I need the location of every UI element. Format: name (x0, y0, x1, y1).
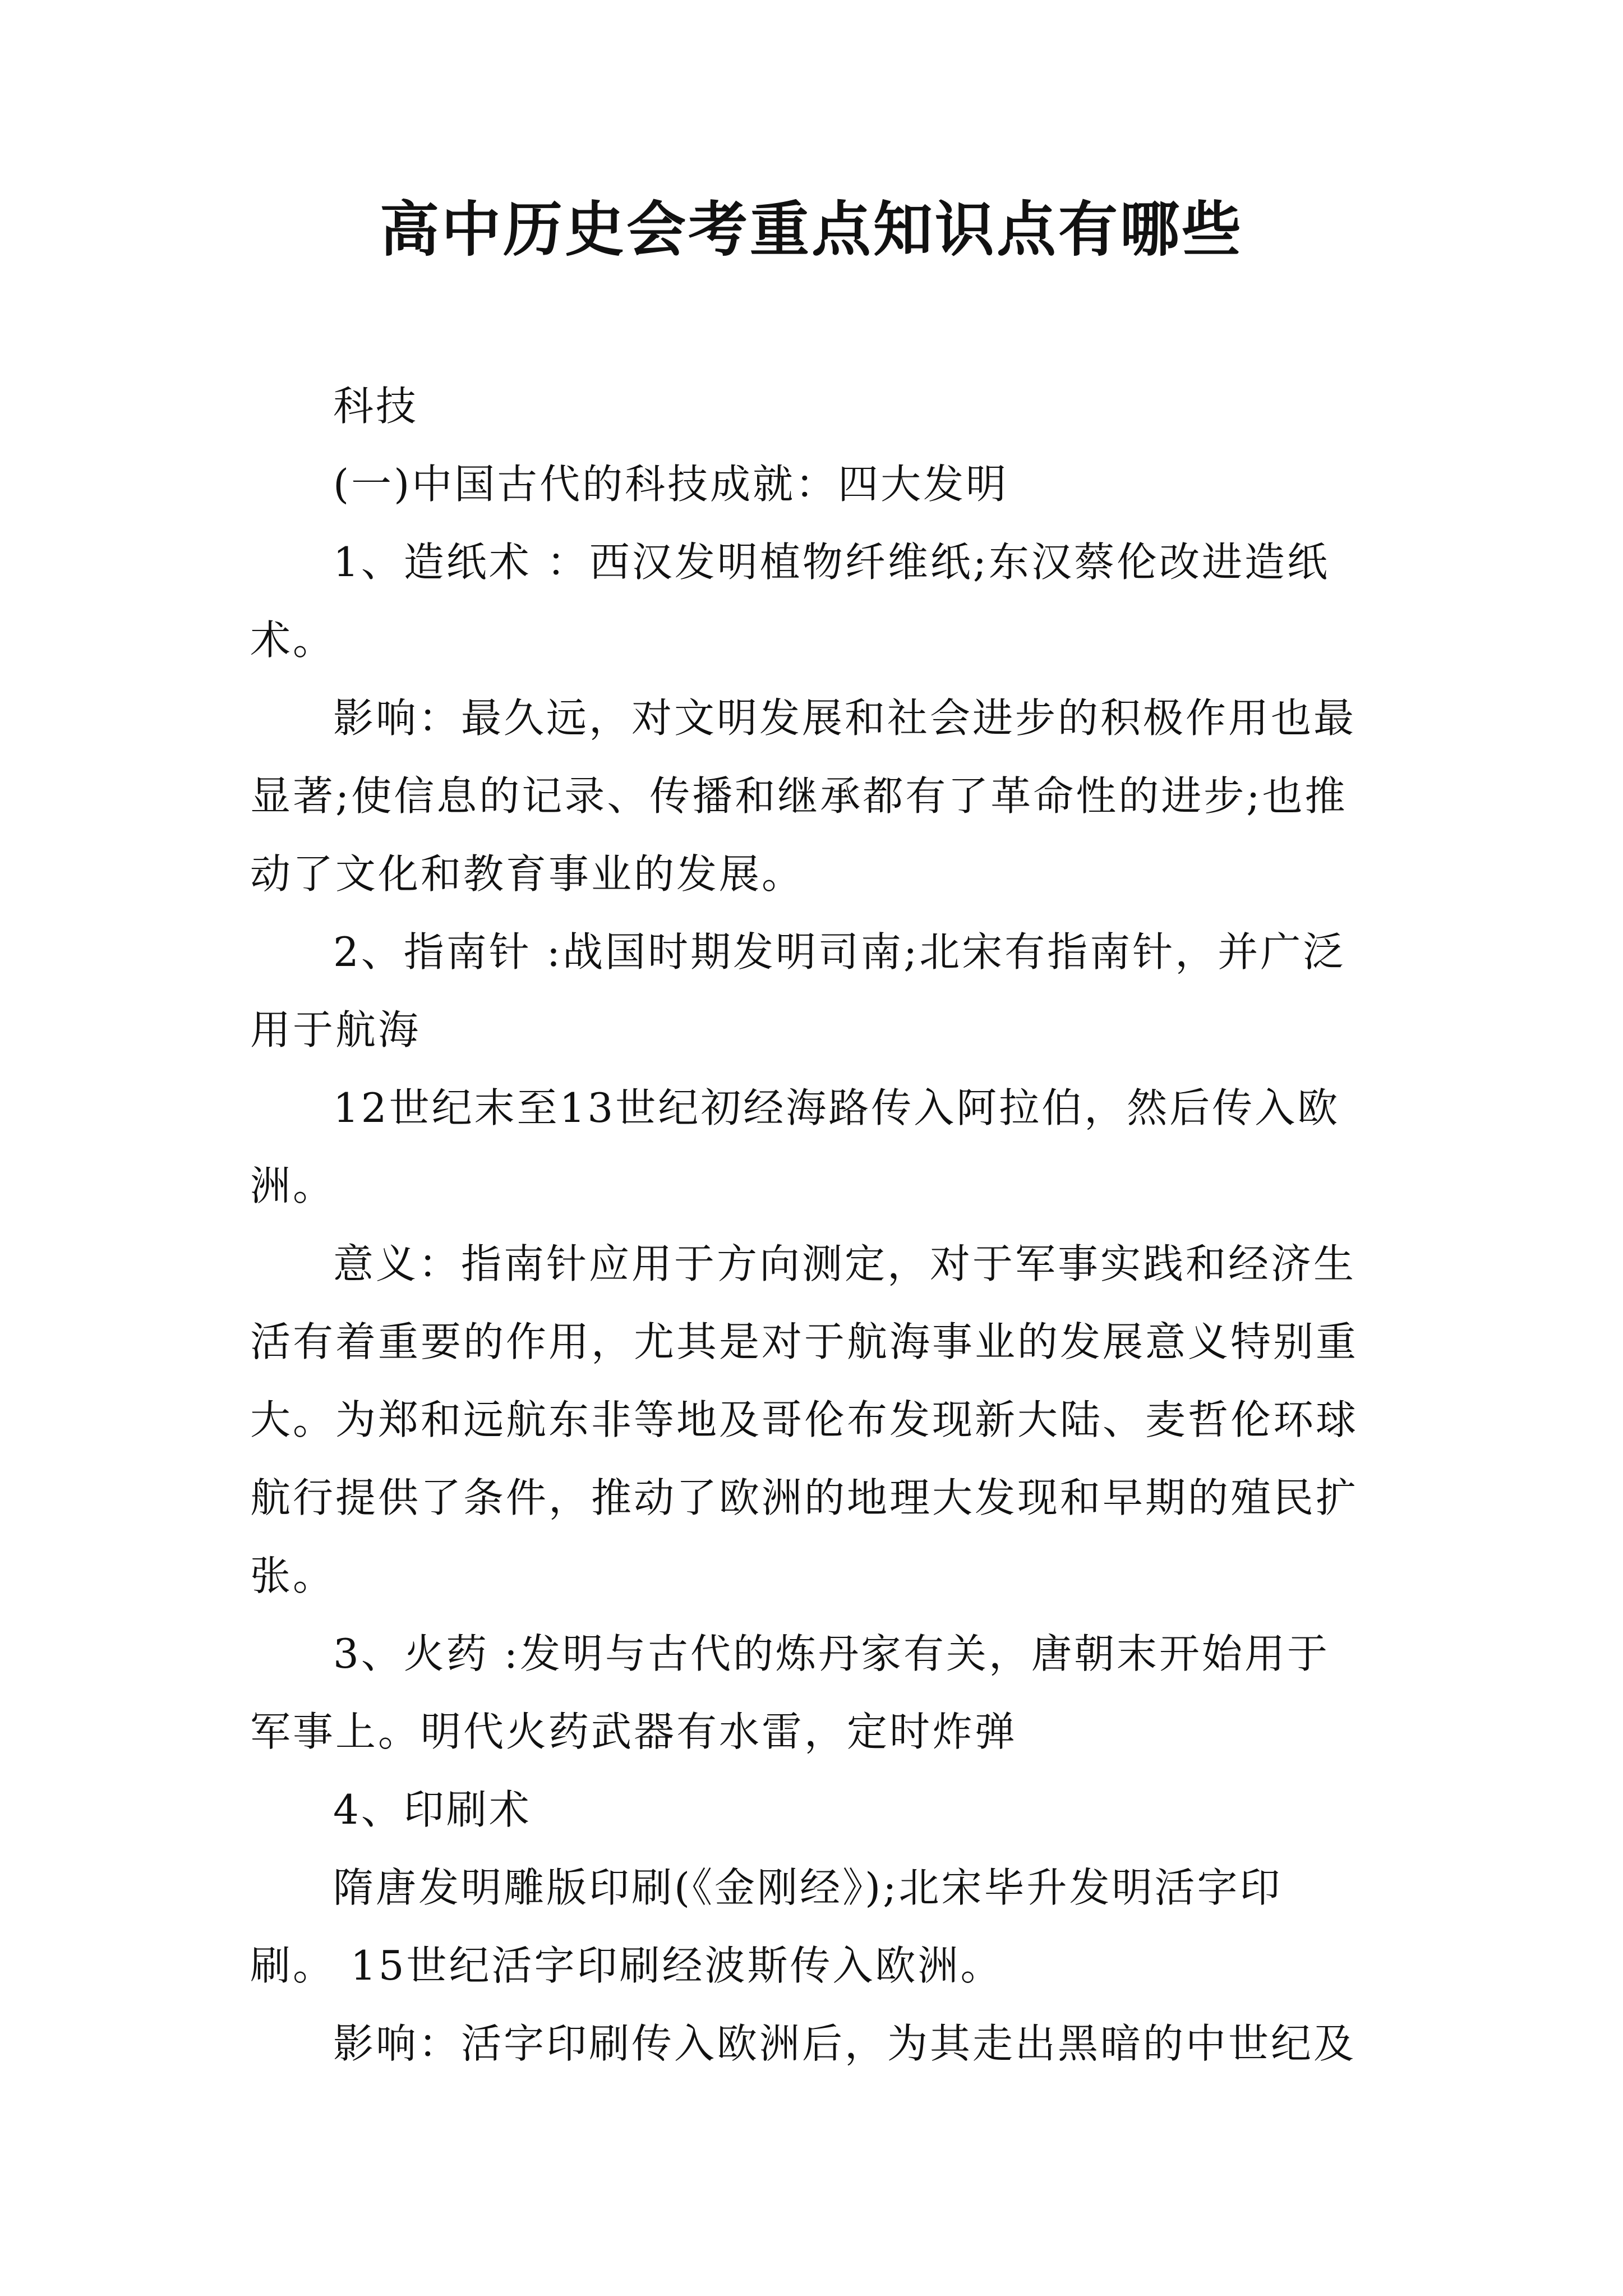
paragraph-line: 显著;使信息的记录、传播和继承都有了革命性的进步;也推 (250, 772, 1348, 820)
paragraph (250, 913, 1394, 1069)
paragraph (250, 1771, 1394, 1849)
paragraph (250, 523, 1394, 679)
paragraph-line: 用于航海 (250, 1006, 421, 1053)
paragraph-line: 意义：指南针应用于方向测定，对于军事实践和经济生 (333, 1240, 1357, 1287)
paragraph-line: 2、指南针 :战国时期发明司南;北宋有指南针，并广泛 (333, 928, 1346, 976)
paragraph-line: 术。 (250, 616, 336, 664)
paragraph (250, 1615, 1394, 1771)
paragraph-line: 隋唐发明雕版印刷(《金刚经》);北宋毕升发明活字印 (333, 1864, 1283, 1911)
paragraph (250, 1069, 1394, 1225)
paragraph (250, 679, 1394, 913)
paragraph-line: 影响：最久远，对文明发展和社会进步的积极作用也最 (333, 694, 1357, 742)
paragraph-line: 洲。 (250, 1162, 336, 1209)
paragraph-line: 刷。 15世纪活字印刷经波斯传入欧洲。 (250, 1942, 1003, 1989)
paragraph-line: 军事上。明代火药武器有水雷，定时炸弹 (250, 1708, 1018, 1755)
paragraph-line: (一)中国古代的科技成就：四大发明 (333, 461, 1009, 508)
paragraph-line: 大。为郑和远航东非等地及哥伦布发现新大陆、麦哲伦环球 (250, 1396, 1359, 1443)
paragraph (250, 445, 1394, 523)
paragraph-line: 张。 (250, 1552, 336, 1599)
paragraph-line: 航行提供了条件，推动了欧洲的地理大发现和早期的殖民扩 (250, 1474, 1359, 1521)
paragraph (250, 2005, 1394, 2083)
paragraph-line: 影响：活字印刷传入欧洲后，为其走出黑暗的中世纪及 (333, 2020, 1357, 2067)
paragraph-line: 4、印刷术 (333, 1786, 532, 1833)
paragraph-line: 活有着重要的作用，尤其是对于航海事业的发展意义特别重 (250, 1318, 1359, 1365)
paragraph-line: 12世纪末至13世纪初经海路传入阿拉伯，然后传入欧 (333, 1084, 1340, 1131)
document-title: 高中历史会考重点知识点有哪些 (380, 195, 1243, 264)
paragraph-line: 1、造纸术 ：西汉发明植物纤维纸;东汉蔡伦改进造纸 (333, 539, 1330, 586)
paragraph-line: 科技 (333, 383, 419, 430)
paragraph (250, 367, 1394, 445)
paragraph-line: 动了文化和教育事业的发展。 (250, 850, 805, 898)
document-body (250, 367, 1394, 2083)
paragraph (250, 1849, 1394, 2005)
paragraph (250, 1225, 1394, 1615)
paragraph-line: 3、火药 :发明与古代的炼丹家有关，唐朝末开始用于 (333, 1630, 1330, 1677)
